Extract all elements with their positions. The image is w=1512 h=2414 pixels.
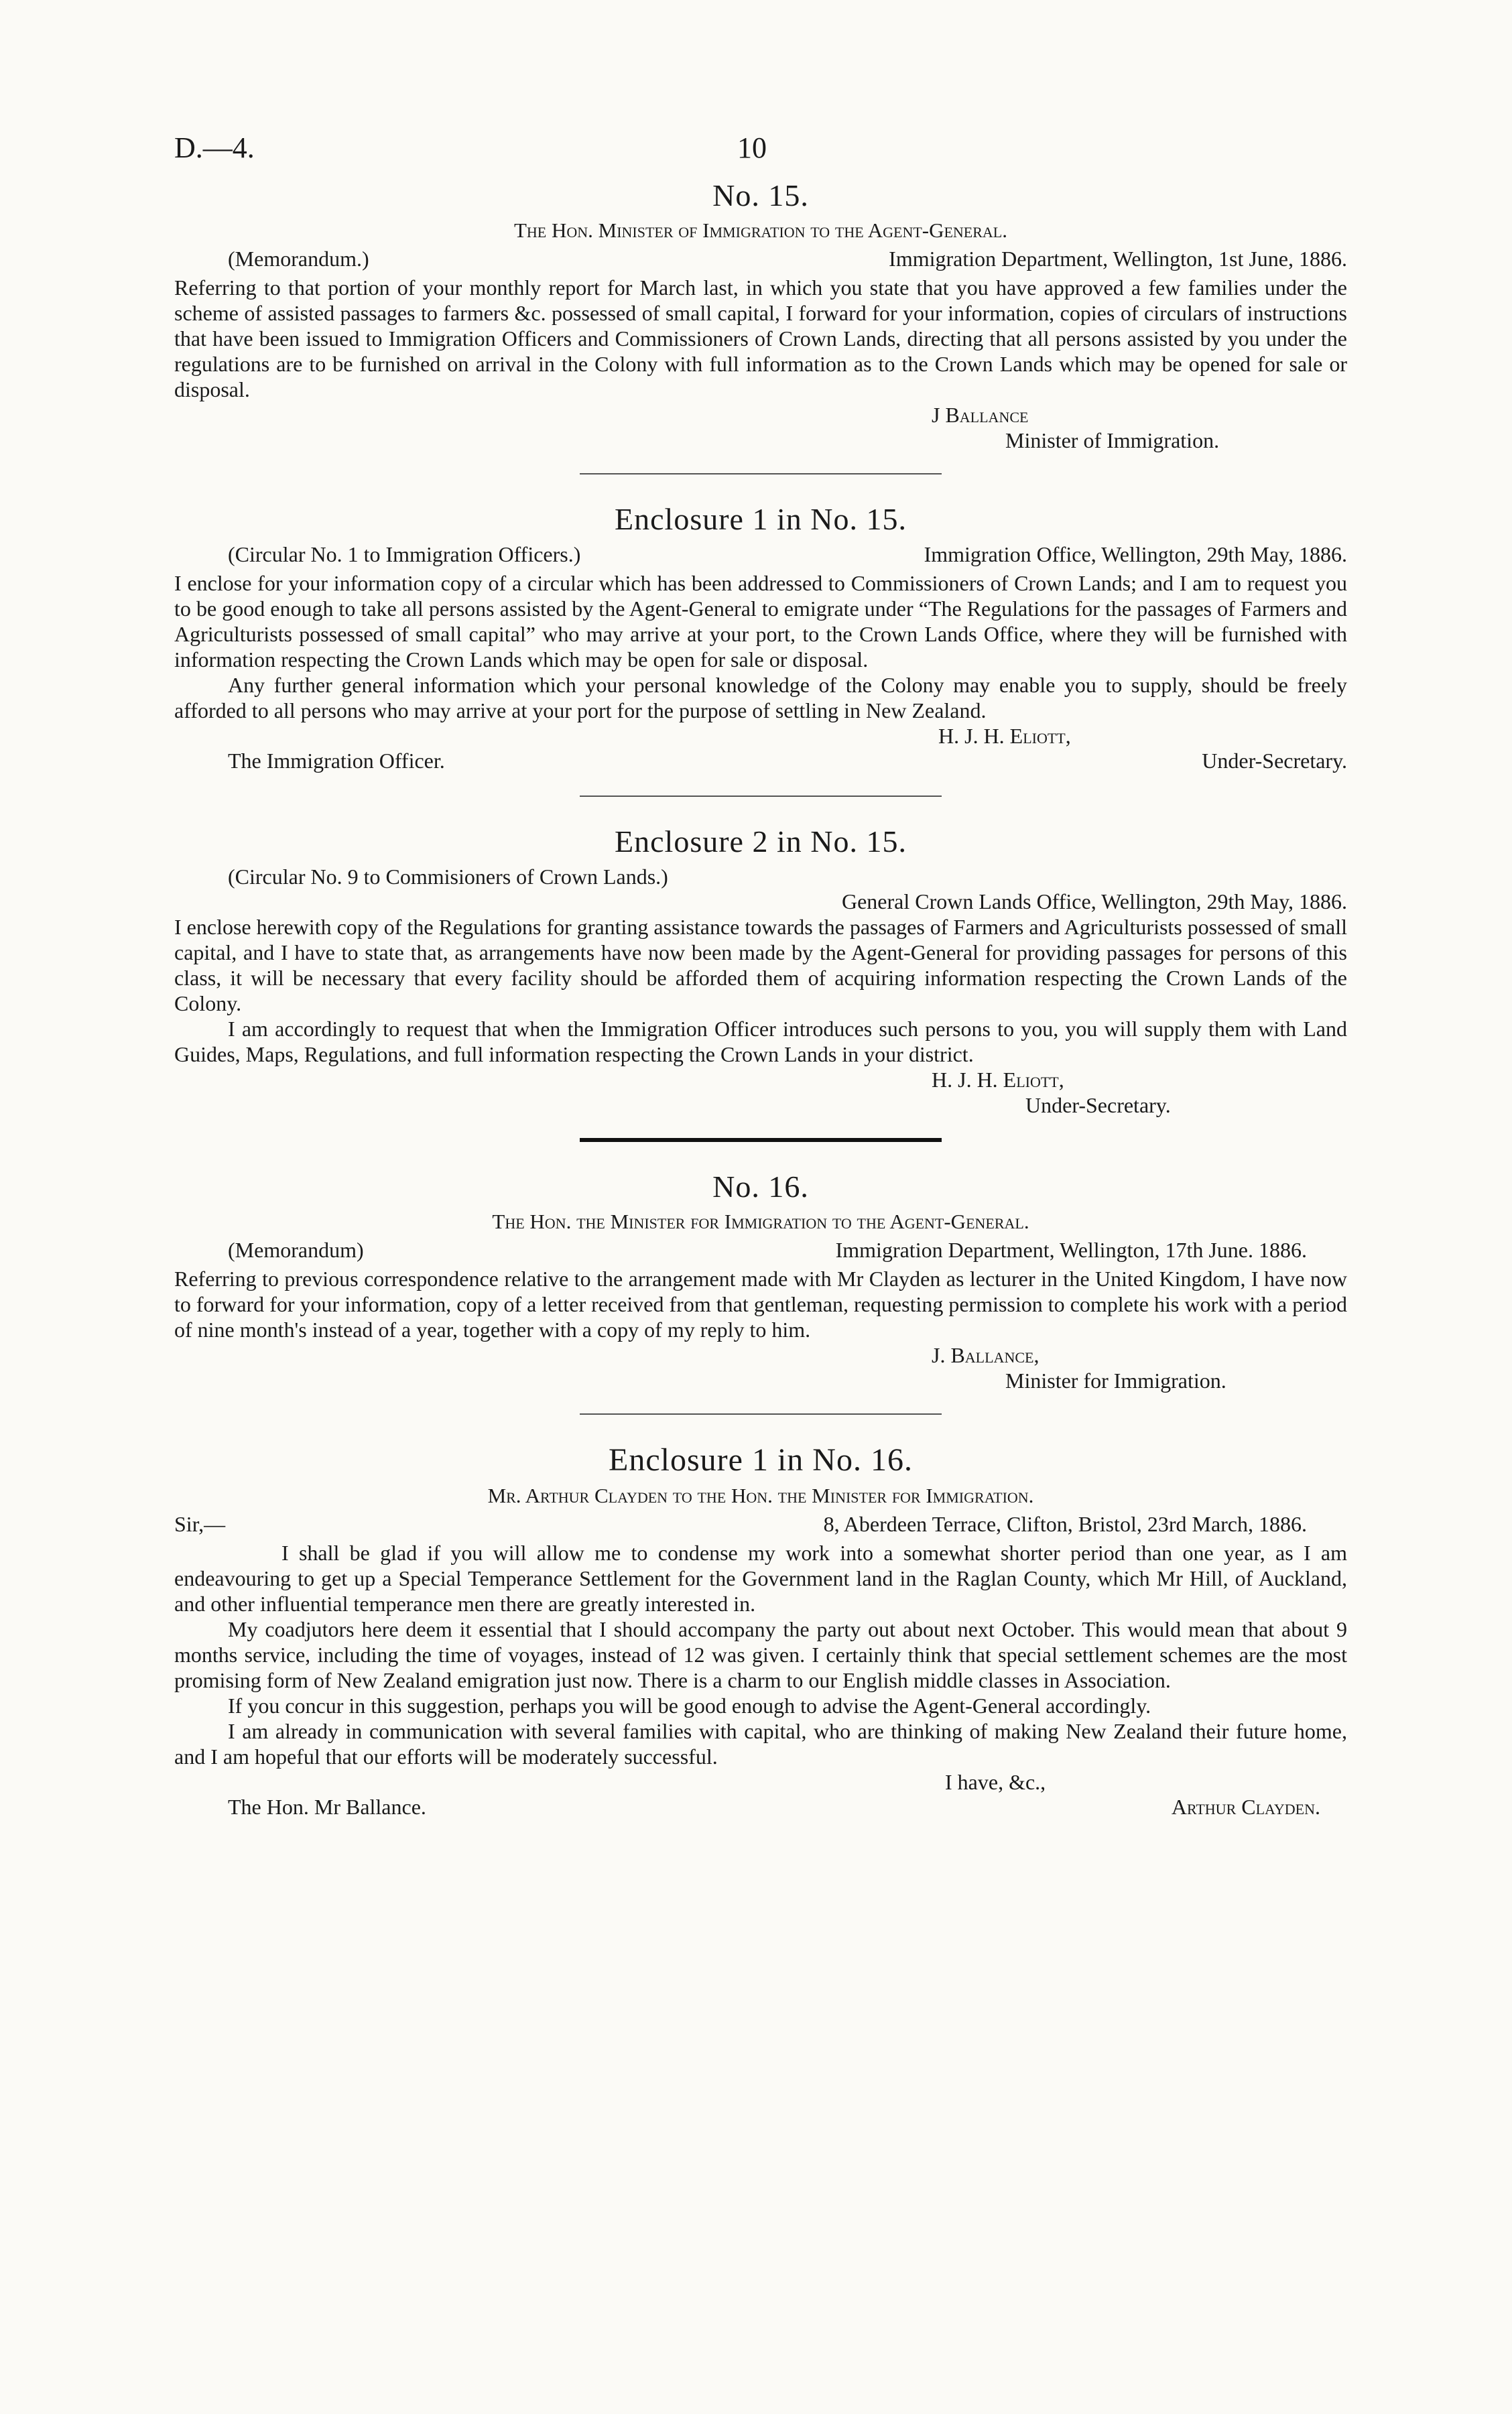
circular-date-line: Immigration Office, Wellington, 29th May, 1886. — [924, 542, 1347, 566]
addressee: The Hon. Mr Ballance. — [228, 1795, 426, 1819]
section-title: No. 15. — [712, 178, 809, 212]
circular-date-line: General Crown Lands Office, Wellington, 29th May, 1886. — [841, 889, 1347, 913]
memo-meta — [174, 1238, 1347, 1266]
enclosure-title: Enclosure 2 in No. 15. — [615, 824, 907, 859]
signatory-name: J. Ballance, — [932, 1343, 1040, 1367]
section-divider — [580, 1413, 942, 1415]
signatory-title: Under-Secretary. — [1202, 749, 1347, 773]
section-subtitle: The Hon. Minister of Immigration to the Agent-General. — [513, 218, 1007, 242]
page-header — [174, 131, 1347, 171]
signature-block — [174, 1067, 1347, 1118]
page-number: 10 — [737, 131, 767, 164]
signature-block — [174, 1342, 1347, 1393]
enclosure-title: Enclosure 1 in No. 15. — [615, 502, 907, 536]
memo-meta — [174, 247, 1347, 275]
circular-type: (Circular No. 9 to Commisioners of Crown Lands.) — [228, 865, 668, 889]
body-paragraph: My coadjutors here deem it essential that I should accompany the party out about next October. This would mean that about 9 months service, including the time of voyages, instead of 12 was given. I certainly think that special settlement schemes are the most promising form of New Zealand emigration just now. There is a charm to our English middle classes in Association. — [174, 1617, 1347, 1692]
addressee: The Immigration Officer. — [228, 749, 445, 773]
body-paragraph: I enclose for your information copy of a circular which has been addressed to Commissioners of Crown Lands; and I am to request you to be good enough to take all persons assisted by the Agent-General to emigrate under “The Regulations for the passages of Farmers and Agriculturists possessed of small capital” who may arrive at your port, to the Crown Lands Office, where they will be furnished with information respecting the Crown Lands which may be open for sale or disposal. — [174, 571, 1347, 672]
signatory-title: Minister for Immigration. — [1005, 1369, 1226, 1393]
body-paragraph: I shall be glad if you will allow me to condense my work into a somewhat shorter period than one year, as I am endeavouring to get up a Special Temperance Settlement for the Government land in the Raglan County, which Mr Hill, of Auckland, and other influential temperance men there are greatly interested in. — [174, 1541, 1347, 1616]
letter-closing: I have, &c., — [945, 1770, 1046, 1794]
circular-type: (Circular No. 1 to Immigration Officers.) — [228, 542, 581, 566]
body-paragraph: I am already in communication with several families with capital, who are thinking of making New Zealand their future home, and I am hopeful that our efforts will be moderately successful. — [174, 1719, 1347, 1769]
salutation: Sir,— — [174, 1512, 226, 1536]
signature-block — [174, 723, 1347, 749]
signatory-name: J Ballance — [932, 403, 1029, 427]
body-paragraph: Any further general information which your personal knowledge of the Colony may enable you to supply, should be freely afforded to all persons who may arrive at your port for the purpose of settling in New Zealand. — [174, 673, 1347, 722]
memo-type: (Memorandum.) — [228, 247, 369, 271]
letter-subtitle: Mr. Arthur Clayden to the Hon. the Minister for Immigration. — [487, 1484, 1034, 1507]
body-paragraph: Referring to previous correspondence relative to the arrangement made with Mr Clayden as lecturer in the United Kingdom, I have now to forward for your information, copy of a letter received from that gentleman, requesting permission to complete his work with a period of nine month's instead of a year, together with a copy of my reply to him. — [174, 1267, 1347, 1342]
enclosure-title: Enclosure 1 in No. 16. — [609, 1442, 913, 1478]
signature-block — [174, 402, 1347, 453]
section-divider — [580, 473, 942, 474]
signature-row — [174, 749, 1347, 775]
closing-block — [174, 1769, 1347, 1795]
memo-type: (Memorandum) — [228, 1238, 364, 1262]
document-page — [174, 131, 1347, 1822]
signatory-name: H. J. H. Eliott, — [932, 1068, 1064, 1092]
letter-meta — [174, 1512, 1347, 1540]
section-divider — [580, 796, 942, 797]
section-divider-heavy — [580, 1138, 942, 1142]
body-paragraph: I enclose herewith copy of the Regulations for granting assistance towards the passages of Farmers and Agriculturists possessed of small capital, and I have to state that, as arrangements have now been made by the Agent-General for providing passages for persons of this class, it will be necessary that every facility should be afforded them of acquiring information respecting the Crown Lands of the Colony. — [174, 915, 1347, 1015]
memo-date-line: Immigration Department, Wellington, 17th June. 1886. — [835, 1238, 1307, 1262]
letter-address-date: 8, Aberdeen Terrace, Clifton, Bristol, 23rd March, 1886. — [823, 1512, 1307, 1536]
document-reference: D.—4. — [174, 131, 255, 164]
body-paragraph: Referring to that portion of your monthly report for March last, in which you state that you have approved a few families under the scheme of assisted passages to farmers &c. possessed of small capital, I forward for your information, copies of circulars of instructions that have been issued to Immigration Officers and Commissioners of Crown Lands, directing that all persons assisted by you under the regulations are to be furnished on arrival in the Colony with full information as to the Crown Lands which may be opened for sale or disposal. — [174, 275, 1347, 401]
signatory-name: H. J. H. Eliott, — [938, 724, 1071, 748]
body-paragraph: If you concur in this suggestion, perhaps you will be good enough to advise the Agent-General accordingly. — [228, 1694, 1151, 1718]
signatory-title: Under-Secretary. — [1025, 1093, 1171, 1117]
signatory-title: Minister of Immigration. — [1005, 428, 1220, 452]
signatory-name: Arthur Clayden. — [1171, 1795, 1320, 1819]
body-paragraph: I am accordingly to request that when the Immigration Officer introduces such persons to you, you will supply them with Land Guides, Maps, Regulations, and full information respecting the Crown Lands in your district. — [174, 1017, 1347, 1066]
section-title: No. 16. — [712, 1169, 809, 1204]
section-subtitle: The Hon. the Minister for Immigration to the Agent-General. — [492, 1210, 1029, 1233]
signature-row — [174, 1795, 1347, 1822]
memo-date-line: Immigration Department, Wellington, 1st June, 1886. — [889, 247, 1347, 271]
circular-meta — [174, 542, 1347, 570]
